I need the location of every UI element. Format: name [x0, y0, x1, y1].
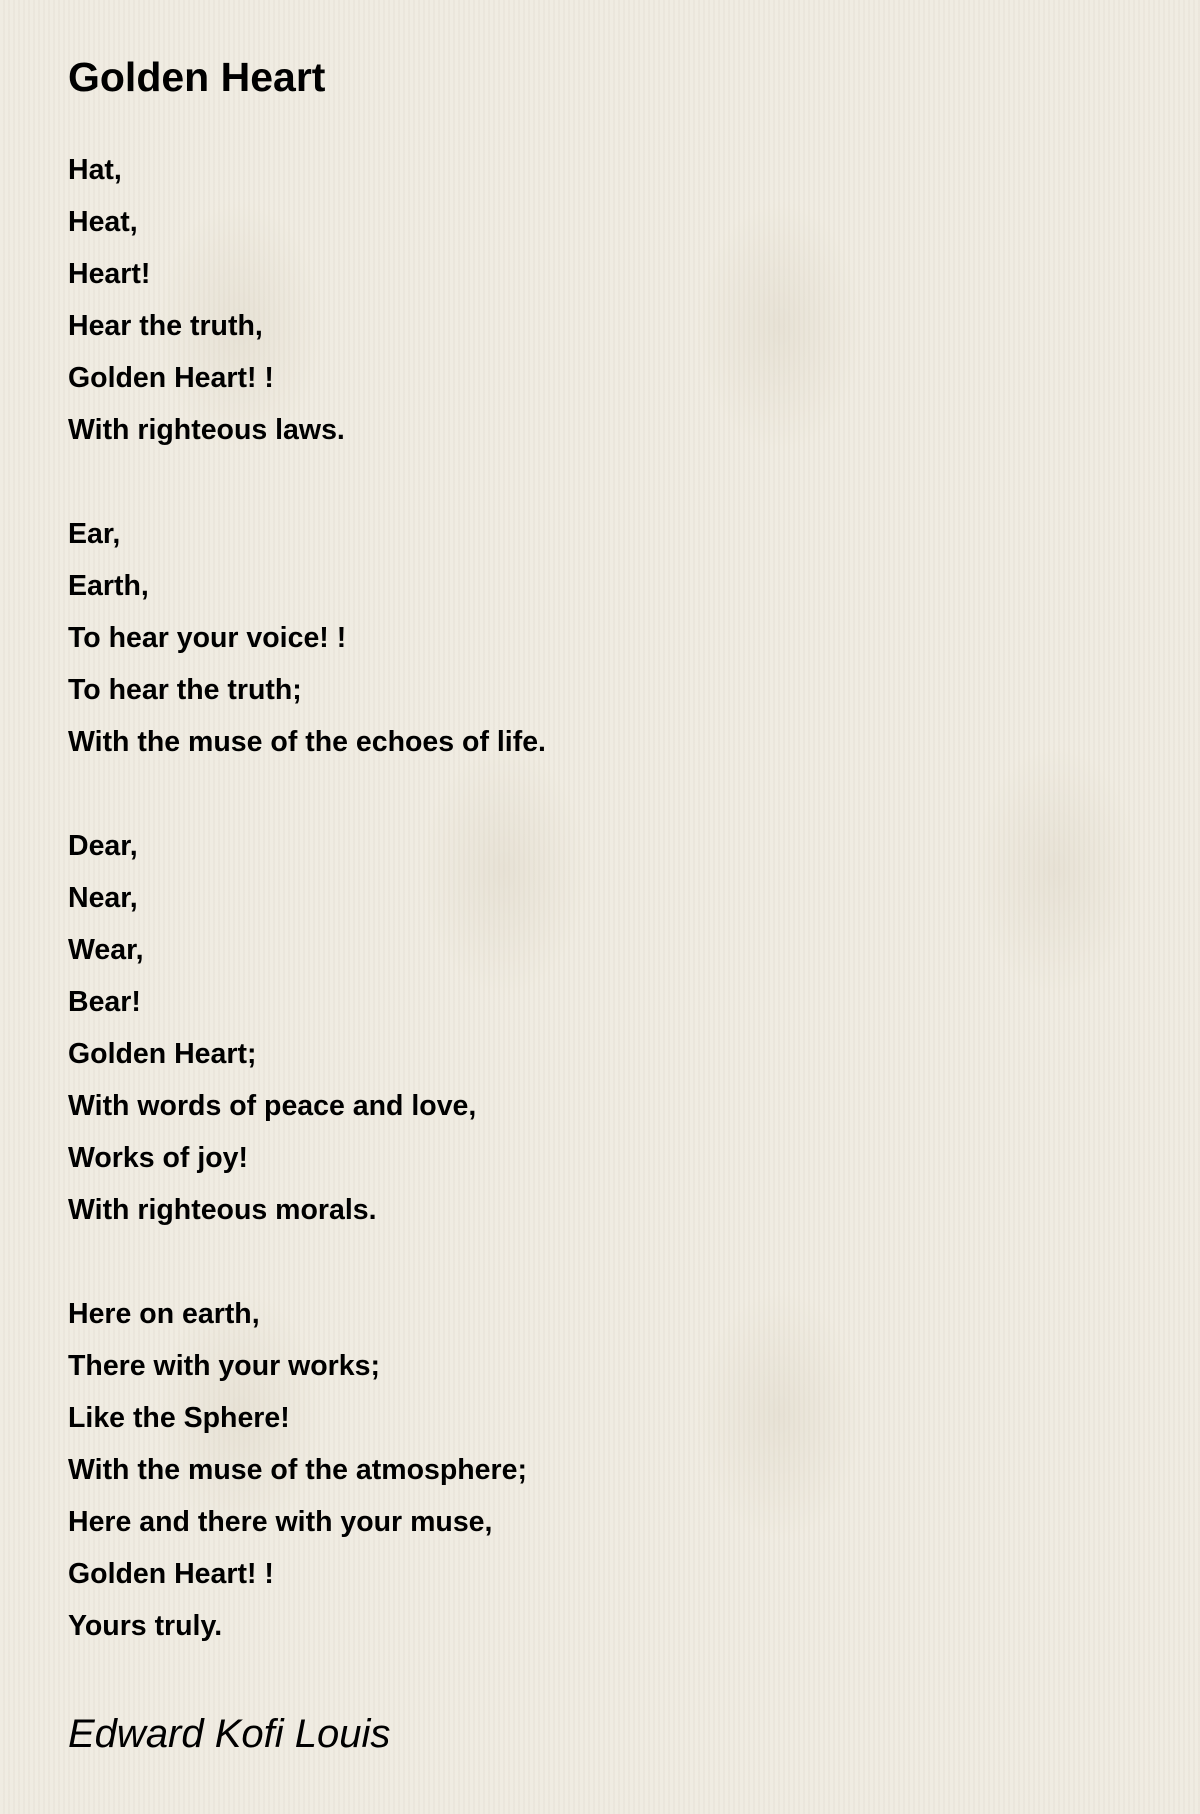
- poem-line: With righteous morals.: [68, 1194, 377, 1226]
- poem-line: Works of joy!: [68, 1142, 248, 1174]
- poem-line: There with your works;: [68, 1350, 380, 1382]
- stanza-2: [68, 508, 1148, 768]
- poem-line: Hat,: [68, 154, 122, 186]
- poem-line: Near,: [68, 882, 138, 914]
- poem-line: Dear,: [68, 830, 138, 862]
- poem-line: Here and there with your muse,: [68, 1506, 493, 1538]
- poem-line: With the muse of the atmosphere;: [68, 1454, 527, 1486]
- poem-title: Golden Heart: [68, 54, 326, 100]
- poem-line: With righteous laws.: [68, 414, 345, 446]
- poem-line: Heat,: [68, 206, 138, 238]
- poem-line: With the muse of the echoes of life.: [68, 726, 546, 758]
- poem-line: Wear,: [68, 934, 144, 966]
- poem-line: To hear the truth;: [68, 674, 302, 706]
- poem-line: Heart!: [68, 258, 151, 290]
- poem-line: Like the Sphere!: [68, 1402, 290, 1434]
- stanza-4: [68, 1288, 1148, 1652]
- poem-line: Golden Heart! !: [68, 362, 274, 394]
- poem-line: Golden Heart! !: [68, 1558, 274, 1590]
- poem-card: [68, 48, 1148, 1764]
- poem-line: To hear your voice! !: [68, 622, 347, 654]
- stanza-3: [68, 820, 1148, 1236]
- poem-author: Edward Kofi Louis: [68, 1712, 391, 1756]
- poem-line: Hear the truth,: [68, 310, 263, 342]
- poem-line: Golden Heart;: [68, 1038, 257, 1070]
- poem-line: Here on earth,: [68, 1298, 260, 1330]
- poem-line: With words of peace and love,: [68, 1090, 477, 1122]
- poem-line: Earth,: [68, 570, 149, 602]
- poem-line: Bear!: [68, 986, 141, 1018]
- poem-line: Yours truly.: [68, 1610, 223, 1642]
- stanza-1: [68, 144, 1148, 456]
- poem-line: Ear,: [68, 518, 121, 550]
